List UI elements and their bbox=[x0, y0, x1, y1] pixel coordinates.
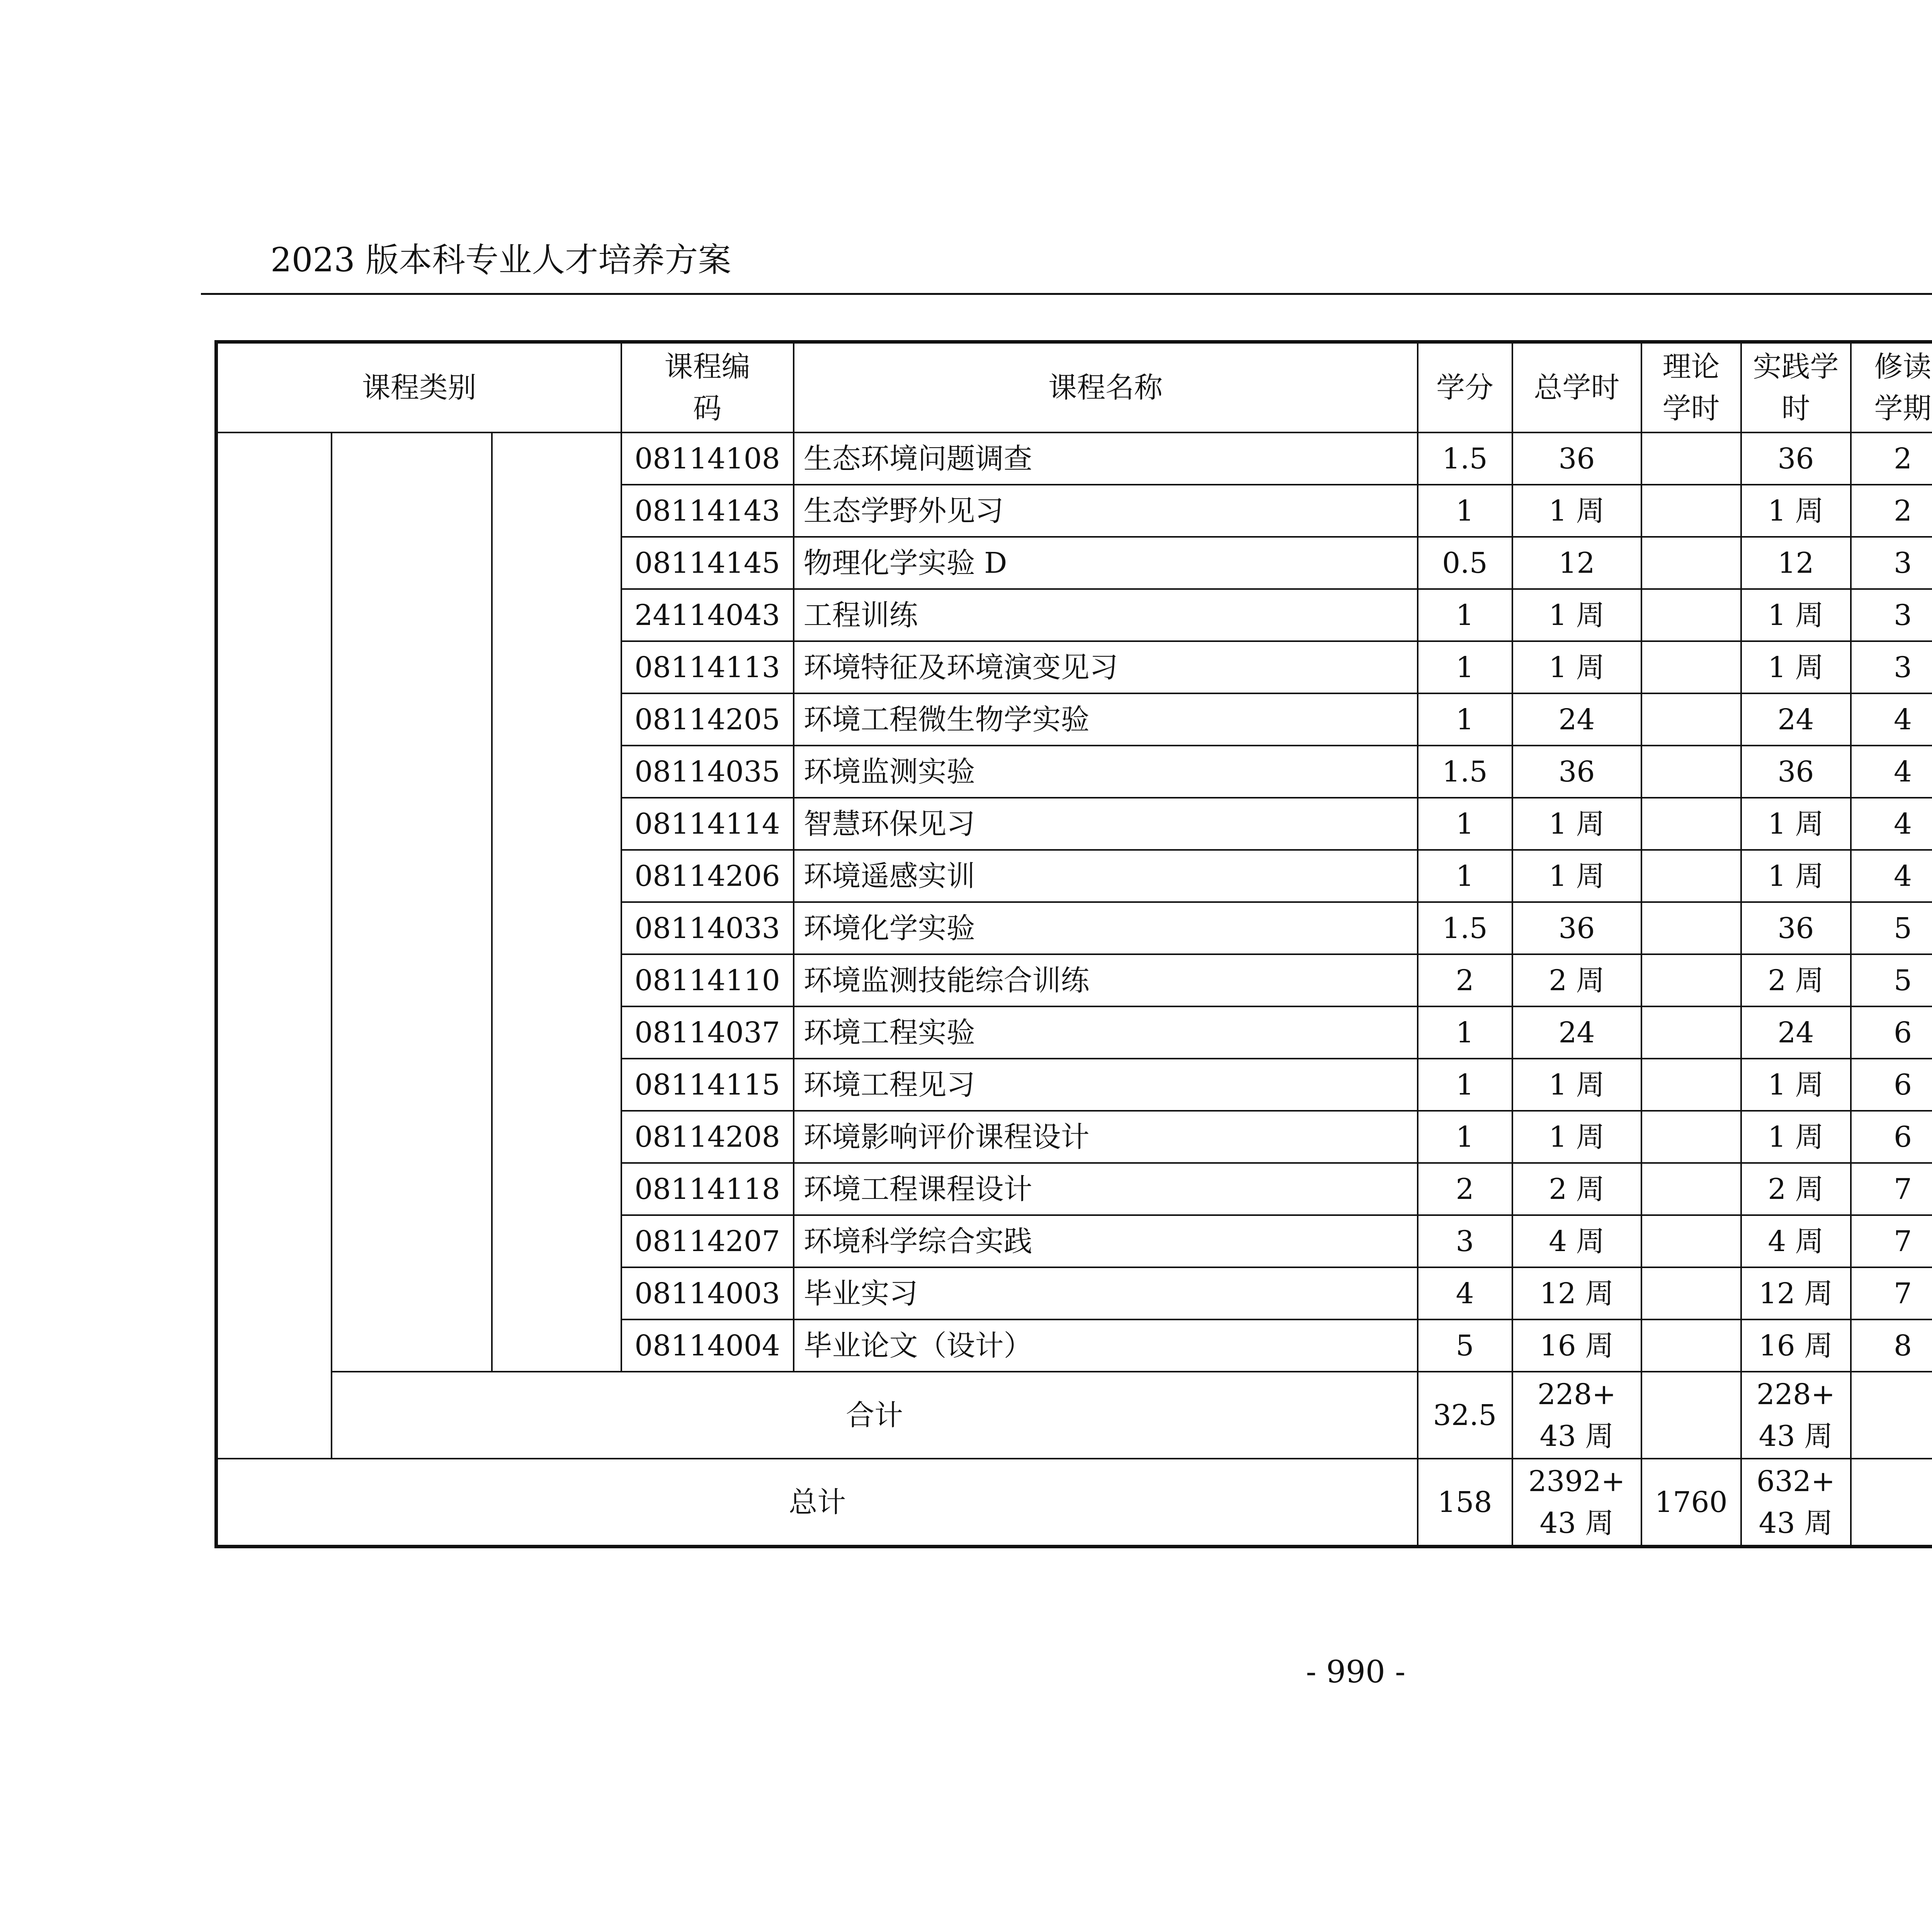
course-name: 工程训练 bbox=[794, 589, 1418, 641]
course-theory-hours bbox=[1641, 1111, 1741, 1163]
course-theory-hours bbox=[1641, 1215, 1741, 1267]
category-level1-cell bbox=[216, 432, 332, 1459]
header-code: 课程编码 bbox=[621, 342, 794, 433]
course-credits: 2 bbox=[1418, 1163, 1512, 1215]
document-header-title: 2023 版本科专业人才培养方案 bbox=[270, 241, 731, 279]
course-practice-hours: 1 周 bbox=[1741, 798, 1851, 850]
grand-total-label: 总计 bbox=[216, 1459, 1418, 1547]
course-total-hours: 1 周 bbox=[1512, 1111, 1641, 1163]
course-credits: 1.5 bbox=[1418, 432, 1512, 485]
course-name: 环境工程微生物学实验 bbox=[794, 693, 1418, 746]
course-semester: 4 bbox=[1851, 746, 1932, 798]
course-name: 环境化学实验 bbox=[794, 902, 1418, 954]
course-theory-hours bbox=[1641, 798, 1741, 850]
course-credits: 1 bbox=[1418, 641, 1512, 693]
course-semester: 2 bbox=[1851, 432, 1932, 485]
course-code: 08114207 bbox=[621, 1215, 794, 1267]
course-theory-hours bbox=[1641, 1319, 1741, 1372]
course-code: 08114143 bbox=[621, 485, 794, 537]
category-level3-cell bbox=[492, 432, 621, 1372]
header-semester: 修读学期 bbox=[1851, 342, 1932, 433]
course-credits: 1 bbox=[1418, 1059, 1512, 1111]
subtotal-row bbox=[216, 1372, 1932, 1459]
page-number: - 990 - bbox=[1306, 1654, 1406, 1690]
course-practice-hours: 1 周 bbox=[1741, 850, 1851, 902]
course-practice-hours: 16 周 bbox=[1741, 1319, 1851, 1372]
course-total-hours: 1 周 bbox=[1512, 589, 1641, 641]
header-practice-hours: 实践学时 bbox=[1741, 342, 1851, 433]
course-code: 08114208 bbox=[621, 1111, 794, 1163]
course-theory-hours bbox=[1641, 485, 1741, 537]
subtotal-total-hours bbox=[1512, 1372, 1641, 1459]
course-credits: 1 bbox=[1418, 1006, 1512, 1059]
course-name: 智慧环保见习 bbox=[794, 798, 1418, 850]
course-code: 08114114 bbox=[621, 798, 794, 850]
course-credits: 0.5 bbox=[1418, 537, 1512, 589]
course-practice-hours: 2 周 bbox=[1741, 954, 1851, 1006]
course-theory-hours bbox=[1641, 850, 1741, 902]
course-code: 08114145 bbox=[621, 537, 794, 589]
course-code: 08114035 bbox=[621, 746, 794, 798]
course-semester: 3 bbox=[1851, 537, 1932, 589]
course-name: 环境遥感实训 bbox=[794, 850, 1418, 902]
course-name: 环境科学综合实践 bbox=[794, 1215, 1418, 1267]
subtotal-credits: 32.5 bbox=[1418, 1372, 1512, 1459]
course-total-hours: 1 周 bbox=[1512, 850, 1641, 902]
subtotal-theory-hours bbox=[1641, 1372, 1741, 1459]
grand-total-semester bbox=[1851, 1459, 1932, 1547]
course-credits: 3 bbox=[1418, 1215, 1512, 1267]
course-credits: 4 bbox=[1418, 1267, 1512, 1319]
grand-total-practice-line1: 632+ bbox=[1756, 1464, 1835, 1498]
course-semester: 4 bbox=[1851, 850, 1932, 902]
course-code: 08114118 bbox=[621, 1163, 794, 1215]
course-semester: 7 bbox=[1851, 1267, 1932, 1319]
course-theory-hours bbox=[1641, 1163, 1741, 1215]
course-theory-hours bbox=[1641, 746, 1741, 798]
course-practice-hours: 1 周 bbox=[1741, 641, 1851, 693]
course-semester: 4 bbox=[1851, 798, 1932, 850]
course-code: 08114115 bbox=[621, 1059, 794, 1111]
course-practice-hours: 36 bbox=[1741, 432, 1851, 485]
course-theory-hours bbox=[1641, 432, 1741, 485]
course-semester: 7 bbox=[1851, 1163, 1932, 1215]
course-name: 环境影响评价课程设计 bbox=[794, 1111, 1418, 1163]
course-theory-hours bbox=[1641, 589, 1741, 641]
course-total-hours: 36 bbox=[1512, 902, 1641, 954]
course-total-hours: 2 周 bbox=[1512, 1163, 1641, 1215]
subtotal-semester bbox=[1851, 1372, 1932, 1459]
course-code: 08114110 bbox=[621, 954, 794, 1006]
course-credits: 1 bbox=[1418, 589, 1512, 641]
grand-total-total-hours bbox=[1512, 1459, 1641, 1547]
course-credits: 1 bbox=[1418, 1111, 1512, 1163]
course-practice-hours: 1 周 bbox=[1741, 1059, 1851, 1111]
course-practice-hours: 36 bbox=[1741, 902, 1851, 954]
header-credits: 学分 bbox=[1418, 342, 1512, 433]
course-practice-hours: 1 周 bbox=[1741, 589, 1851, 641]
course-total-hours: 2 周 bbox=[1512, 954, 1641, 1006]
table-header-row bbox=[216, 342, 1932, 433]
course-semester: 7 bbox=[1851, 1215, 1932, 1267]
course-credits: 1.5 bbox=[1418, 902, 1512, 954]
subtotal-practice-line1: 228+ bbox=[1756, 1377, 1835, 1411]
course-code: 08114003 bbox=[621, 1267, 794, 1319]
course-code: 24114043 bbox=[621, 589, 794, 641]
course-theory-hours bbox=[1641, 1006, 1741, 1059]
course-credits: 1 bbox=[1418, 850, 1512, 902]
subtotal-total-line1: 228+ bbox=[1537, 1377, 1616, 1411]
course-name: 环境工程见习 bbox=[794, 1059, 1418, 1111]
course-name: 毕业实习 bbox=[794, 1267, 1418, 1319]
course-theory-hours bbox=[1641, 537, 1741, 589]
course-practice-hours: 1 周 bbox=[1741, 1111, 1851, 1163]
course-practice-hours: 2 周 bbox=[1741, 1163, 1851, 1215]
course-theory-hours bbox=[1641, 954, 1741, 1006]
course-name: 物理化学实验 D bbox=[794, 537, 1418, 589]
course-credits: 1 bbox=[1418, 693, 1512, 746]
course-practice-hours: 4 周 bbox=[1741, 1215, 1851, 1267]
course-total-hours: 1 周 bbox=[1512, 1059, 1641, 1111]
header-rule bbox=[201, 293, 1932, 295]
course-credits: 5 bbox=[1418, 1319, 1512, 1372]
header-category: 课程类别 bbox=[216, 342, 621, 433]
subtotal-total-line2: 43 周 bbox=[1539, 1419, 1614, 1453]
course-code: 08114004 bbox=[621, 1319, 794, 1372]
course-name: 环境工程课程设计 bbox=[794, 1163, 1418, 1215]
course-semester: 3 bbox=[1851, 589, 1932, 641]
course-practice-hours: 12 周 bbox=[1741, 1267, 1851, 1319]
course-plan-table bbox=[214, 340, 1932, 1548]
course-semester: 6 bbox=[1851, 1006, 1932, 1059]
course-total-hours: 1 周 bbox=[1512, 485, 1641, 537]
course-code: 08114108 bbox=[621, 432, 794, 485]
course-total-hours: 16 周 bbox=[1512, 1319, 1641, 1372]
course-semester: 3 bbox=[1851, 641, 1932, 693]
course-theory-hours bbox=[1641, 1059, 1741, 1111]
course-theory-hours bbox=[1641, 693, 1741, 746]
course-practice-hours: 24 bbox=[1741, 693, 1851, 746]
course-code: 08114037 bbox=[621, 1006, 794, 1059]
grand-total-practice-hours bbox=[1741, 1459, 1851, 1547]
category-level2-cell bbox=[332, 432, 492, 1372]
course-code: 08114206 bbox=[621, 850, 794, 902]
course-total-hours: 36 bbox=[1512, 432, 1641, 485]
header-total-hours: 总学时 bbox=[1512, 342, 1641, 433]
grand-total-credits: 158 bbox=[1418, 1459, 1512, 1547]
course-name: 毕业论文（设计） bbox=[794, 1319, 1418, 1372]
grand-total-total-line1: 2392+ bbox=[1528, 1464, 1625, 1498]
course-total-hours: 1 周 bbox=[1512, 641, 1641, 693]
course-semester: 5 bbox=[1851, 902, 1932, 954]
course-total-hours: 1 周 bbox=[1512, 798, 1641, 850]
course-credits: 1 bbox=[1418, 798, 1512, 850]
course-code: 08114205 bbox=[621, 693, 794, 746]
course-semester: 6 bbox=[1851, 1111, 1932, 1163]
course-theory-hours bbox=[1641, 1267, 1741, 1319]
course-practice-hours: 1 周 bbox=[1741, 485, 1851, 537]
course-semester: 4 bbox=[1851, 693, 1932, 746]
course-practice-hours: 24 bbox=[1741, 1006, 1851, 1059]
header-name: 课程名称 bbox=[794, 342, 1418, 433]
course-semester: 5 bbox=[1851, 954, 1932, 1006]
course-total-hours: 24 bbox=[1512, 693, 1641, 746]
grand-total-total-line2: 43 周 bbox=[1539, 1506, 1614, 1540]
course-semester: 2 bbox=[1851, 485, 1932, 537]
course-semester: 6 bbox=[1851, 1059, 1932, 1111]
course-theory-hours bbox=[1641, 902, 1741, 954]
grand-total-row bbox=[216, 1459, 1932, 1547]
course-semester: 8 bbox=[1851, 1319, 1932, 1372]
course-theory-hours bbox=[1641, 641, 1741, 693]
course-total-hours: 4 周 bbox=[1512, 1215, 1641, 1267]
course-code: 08114033 bbox=[621, 902, 794, 954]
course-total-hours: 12 bbox=[1512, 537, 1641, 589]
course-name: 环境工程实验 bbox=[794, 1006, 1418, 1059]
course-code: 08114113 bbox=[621, 641, 794, 693]
subtotal-label: 合计 bbox=[332, 1372, 1418, 1459]
grand-total-theory-hours: 1760 bbox=[1641, 1459, 1741, 1547]
course-name: 环境监测技能综合训练 bbox=[794, 954, 1418, 1006]
course-name: 生态环境问题调查 bbox=[794, 432, 1418, 485]
header-theory-hours: 理论学时 bbox=[1641, 342, 1741, 433]
course-credits: 2 bbox=[1418, 954, 1512, 1006]
course-name: 环境监测实验 bbox=[794, 746, 1418, 798]
course-name: 环境特征及环境演变见习 bbox=[794, 641, 1418, 693]
table-row bbox=[216, 432, 1932, 485]
course-practice-hours: 12 bbox=[1741, 537, 1851, 589]
course-total-hours: 36 bbox=[1512, 746, 1641, 798]
course-practice-hours: 36 bbox=[1741, 746, 1851, 798]
course-total-hours: 24 bbox=[1512, 1006, 1641, 1059]
grand-total-practice-line2: 43 周 bbox=[1759, 1506, 1833, 1540]
course-credits: 1.5 bbox=[1418, 746, 1512, 798]
course-name: 生态学野外见习 bbox=[794, 485, 1418, 537]
course-credits: 1 bbox=[1418, 485, 1512, 537]
subtotal-practice-line2: 43 周 bbox=[1759, 1419, 1833, 1453]
subtotal-practice-hours bbox=[1741, 1372, 1851, 1459]
course-total-hours: 12 周 bbox=[1512, 1267, 1641, 1319]
